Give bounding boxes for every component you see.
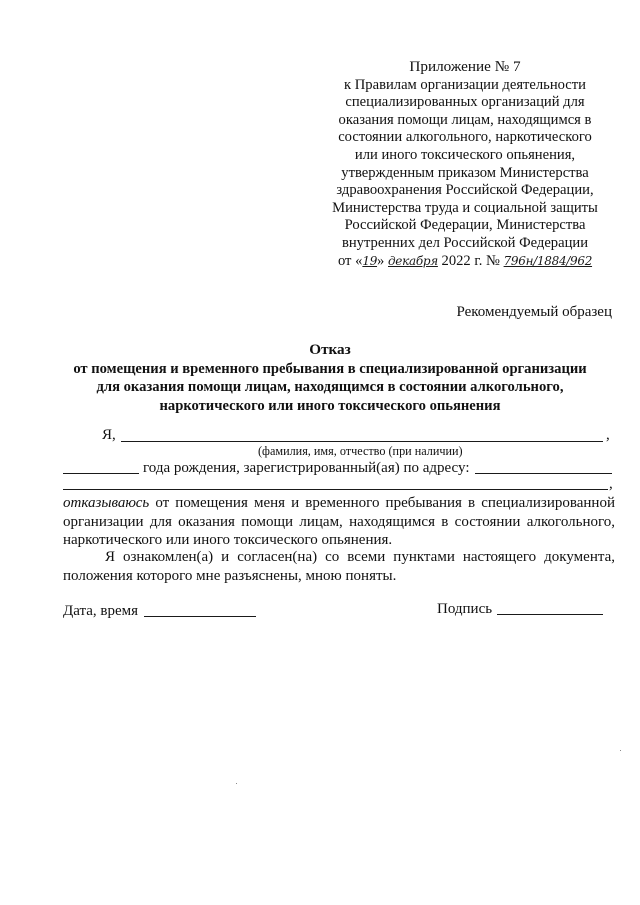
appendix-heading: Приложение № 7 bbox=[409, 58, 521, 75]
appendix-line: Российской Федерации, Министерства bbox=[344, 217, 586, 234]
name-hint: (фамилия, имя, отчество (при наличии) bbox=[258, 444, 463, 458]
name-field-line[interactable] bbox=[121, 426, 603, 442]
signature-label: Подпись bbox=[437, 601, 493, 617]
sample-note: Рекомендуемый образец bbox=[456, 304, 612, 320]
address-comma: , bbox=[609, 476, 613, 492]
refusal-paragraph bbox=[63, 494, 615, 550]
date-time-label: Дата, время bbox=[63, 603, 139, 619]
appendix-line: оказания помощи лицам, находящимся в bbox=[338, 111, 592, 128]
scan-speck bbox=[620, 750, 621, 751]
refuse-word: отказываюсь bbox=[63, 495, 150, 511]
acknowledge-paragraph: Я ознакомлен(а) и согласен(на) со всеми пунктами настоящего документа, положения которого мне разъяснены, мною поняты. bbox=[63, 549, 615, 584]
document-title bbox=[52, 341, 608, 415]
appendix-line: или иного токсического опьянения, bbox=[354, 146, 576, 163]
name-comma: , bbox=[606, 427, 610, 443]
order-number-handwritten: 796н/1884/962 bbox=[503, 253, 593, 268]
title-main: Отказ bbox=[309, 341, 351, 358]
title-line: наркотического или иного токсического опьянения bbox=[159, 397, 501, 414]
appendix-line: здравоохранения Российской Федерации, bbox=[336, 182, 594, 199]
i-label: Я, bbox=[102, 427, 116, 443]
appendix-block bbox=[300, 58, 630, 270]
scan-speck bbox=[236, 783, 237, 784]
date-day-handwritten: 19 bbox=[362, 253, 378, 268]
appendix-line: Министерства труда и социальной защиты bbox=[332, 199, 598, 216]
appendix-line: специализированных организаций для bbox=[345, 94, 585, 111]
appendix-date-line bbox=[300, 253, 630, 271]
refuse-text: от помещения меня и временного пребывания в специализированной организации для оказания помощи лицам, находящимся в состоянии алкогольного, наркотического или иного токсического опьянения. bbox=[63, 495, 615, 549]
appendix-line: к Правилам организации деятельности bbox=[344, 76, 586, 93]
date-month-handwritten: декабря bbox=[388, 253, 438, 268]
appendix-line: внутренних дел Российской Федерации bbox=[341, 234, 589, 251]
date-year: 2022 г. № bbox=[437, 252, 500, 269]
signature-field-line[interactable] bbox=[497, 599, 603, 615]
date-mid: » bbox=[377, 252, 388, 269]
address-continuation-line[interactable] bbox=[63, 474, 608, 490]
title-line: от помещения и временного пребывания в специализированной организации bbox=[73, 360, 587, 377]
address-field-line[interactable] bbox=[475, 458, 612, 474]
birth-address-label: года рождения, зарегистрированный(ая) по адресу: bbox=[143, 460, 470, 476]
appendix-line: утвержденным приказом Министерства bbox=[341, 164, 589, 181]
date-time-field-line[interactable] bbox=[144, 601, 256, 617]
appendix-line: состоянии алкогольного, наркотического bbox=[338, 129, 592, 146]
birth-year-field-line[interactable] bbox=[63, 458, 139, 474]
date-prefix: от « bbox=[337, 252, 363, 269]
title-line: для оказания помощи лицам, находящимся в состоянии алкогольного, bbox=[96, 379, 564, 396]
